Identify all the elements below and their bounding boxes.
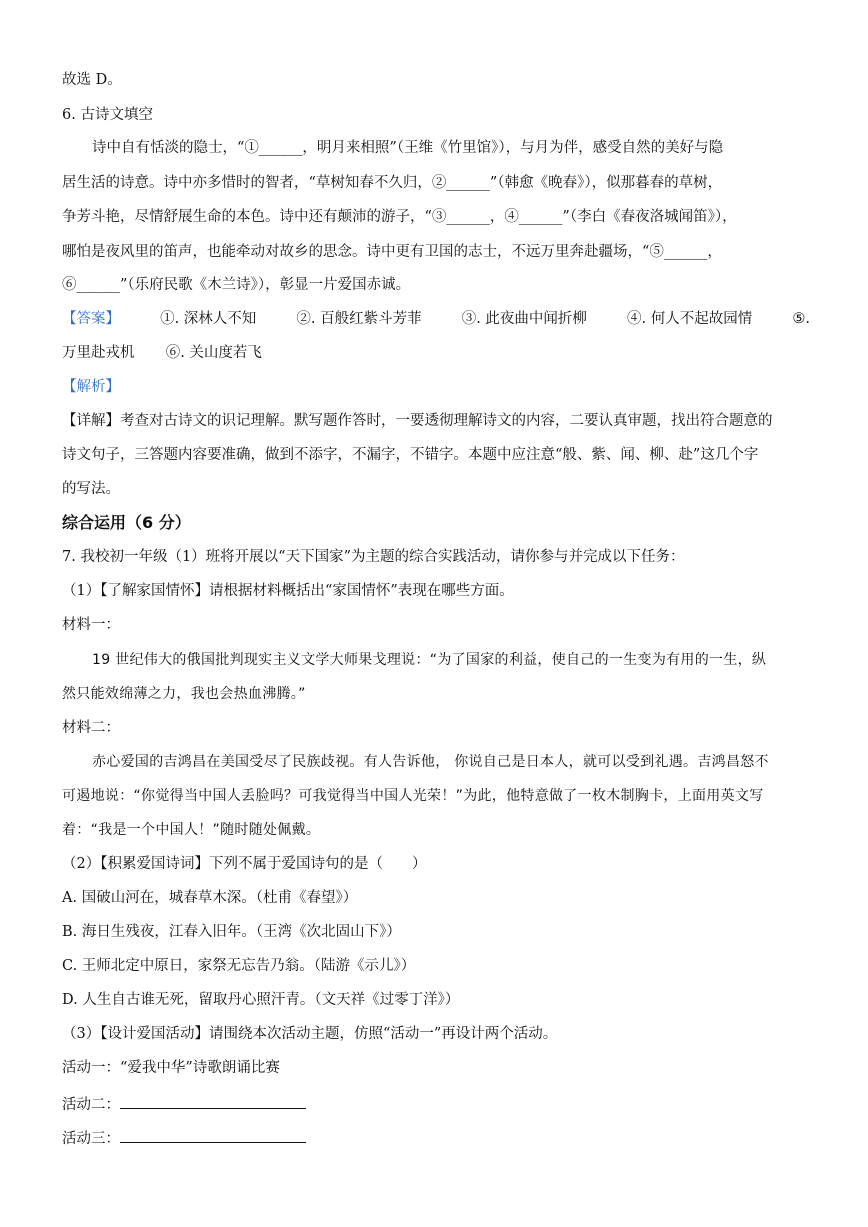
answer-item: ⑤. (792, 311, 810, 327)
answer-item: ①. 深林人不知 (160, 311, 257, 327)
q7-task2: （2）【积累爱国诗词】下列不属于爱国诗句的是（ ） (62, 856, 427, 872)
activity-2-blank[interactable] (120, 1094, 306, 1109)
section-title: 综合运用（6 分） (62, 513, 191, 532)
option-b: B. 海日生残夜，江春入旧年。（王湾《次北固山下》） (62, 924, 401, 940)
answer-item: ⑥. 关山度若飞 (165, 345, 262, 361)
q7-task1: （1）【了解家国情怀】请根据材料概括出“家国情怀”表现在哪些方面。 (62, 583, 514, 599)
answer-label: 【答案】 (62, 311, 120, 327)
previous-conclusion: 故选 D。 (62, 72, 122, 88)
activity-3-label: 活动三： (62, 1131, 120, 1147)
answer-item: ③. 此夜曲中闻折柳 (461, 311, 587, 327)
material-2-text: 可遏地说：“你觉得当中国人丢脸吗？可我觉得当中国人光荣！”为此，他特意做了一枚木制胸卡，上面用英文写 (62, 788, 764, 804)
detail-line: 的写法。 (62, 481, 120, 497)
material-1-text: 19 世纪伟大的俄国批判现实主义文学大师果戈理说：“为了国家的利益，使自己的一生变为有用的一生，纵 (92, 652, 767, 668)
activity-2-label: 活动二： (62, 1097, 120, 1113)
activity-3-blank[interactable] (120, 1128, 306, 1143)
q7-intro: 7. 我校初一年级（1）班将开展以“天下国家”为主题的综合实践活动，请你参与并完成以下任务： (62, 549, 685, 565)
activity-3-row (62, 1128, 306, 1149)
material-1-label: 材料一： (62, 617, 120, 633)
option-d: D. 人生自古谁无死，留取丹心照汗青。（文天祥《过零丁洋》） (62, 992, 460, 1008)
q6-answer-row (62, 309, 810, 329)
q6-answer-row-2 (62, 343, 262, 363)
q6-passage-line: 居生活的诗意。诗中亦多惜时的智者，“草树知春不久归，②______”（韩愈《晚春》），似那暮春的草树， (62, 175, 723, 191)
option-c: C. 王师北定中原日，家祭无忘告乃翁。（陆游《示儿》） (62, 958, 416, 974)
answer-item: ④. 何人不起故园情 (627, 311, 753, 327)
q6-passage-line: ⑥______”（乐府民歌《木兰诗》），彰显一片爱国赤诚。 (62, 277, 411, 293)
material-2-text: 赤心爱国的吉鸿昌在美国受尽了民族歧视。有人告诉他， 你说自己是日本人，就可以受到礼遇。吉鸿昌怒不 (92, 754, 769, 770)
answer-item: 万里赴戎机 (62, 345, 135, 361)
q6-passage-line: 诗中自有恬淡的隐士，“①______，明月来相照”（王维《竹里馆》），与月为伴，感受自然的美好与隐 (92, 140, 724, 156)
activity-1: 活动一：“爱我中华”诗歌朗诵比赛 (62, 1060, 280, 1076)
activity-2-row (62, 1094, 306, 1115)
q6-passage-line: 争芳斗艳，尽情舒展生命的本色。诗中还有颠沛的游子，“③______，④______”（李白《春夜洛城闻笛》）， (62, 209, 737, 225)
answer-item: ②. 百般红紫斗芳菲 (296, 311, 422, 327)
detail-line: 诗文句子，三答题内容要准确，做到不添字，不漏字，不错字。本题中应注意“般、紫、闻、柳、赴”这几个字 (62, 447, 759, 463)
q7-task3: （3）【设计爱国活动】请围绕本次活动主题，仿照“活动一”再设计两个活动。 (62, 1026, 558, 1042)
material-2-label: 材料二： (62, 720, 120, 736)
option-a: A. 国破山河在，城春草木深。（杜甫《春望》） (62, 890, 358, 906)
q6-passage-line: 哪怕是夜风里的笛声，也能牵动对故乡的思念。诗中更有卫国的志士，不远万里奔赴疆场，“⑤______， (62, 244, 722, 260)
analysis-label: 【解析】 (62, 379, 120, 395)
q6-title: 6. 古诗文填空 (62, 107, 153, 123)
material-2-text: 着：“我是一个中国人！”随时随处佩戴。 (62, 822, 321, 838)
material-1-text: 然只能效绵薄之力，我也会热血沸腾。” (62, 686, 306, 702)
detail-line: 【详解】考查对古诗文的识记理解。默写题作答时，一要透彻理解诗文的内容，二要认真审题，找出符合题意的 (62, 413, 773, 429)
